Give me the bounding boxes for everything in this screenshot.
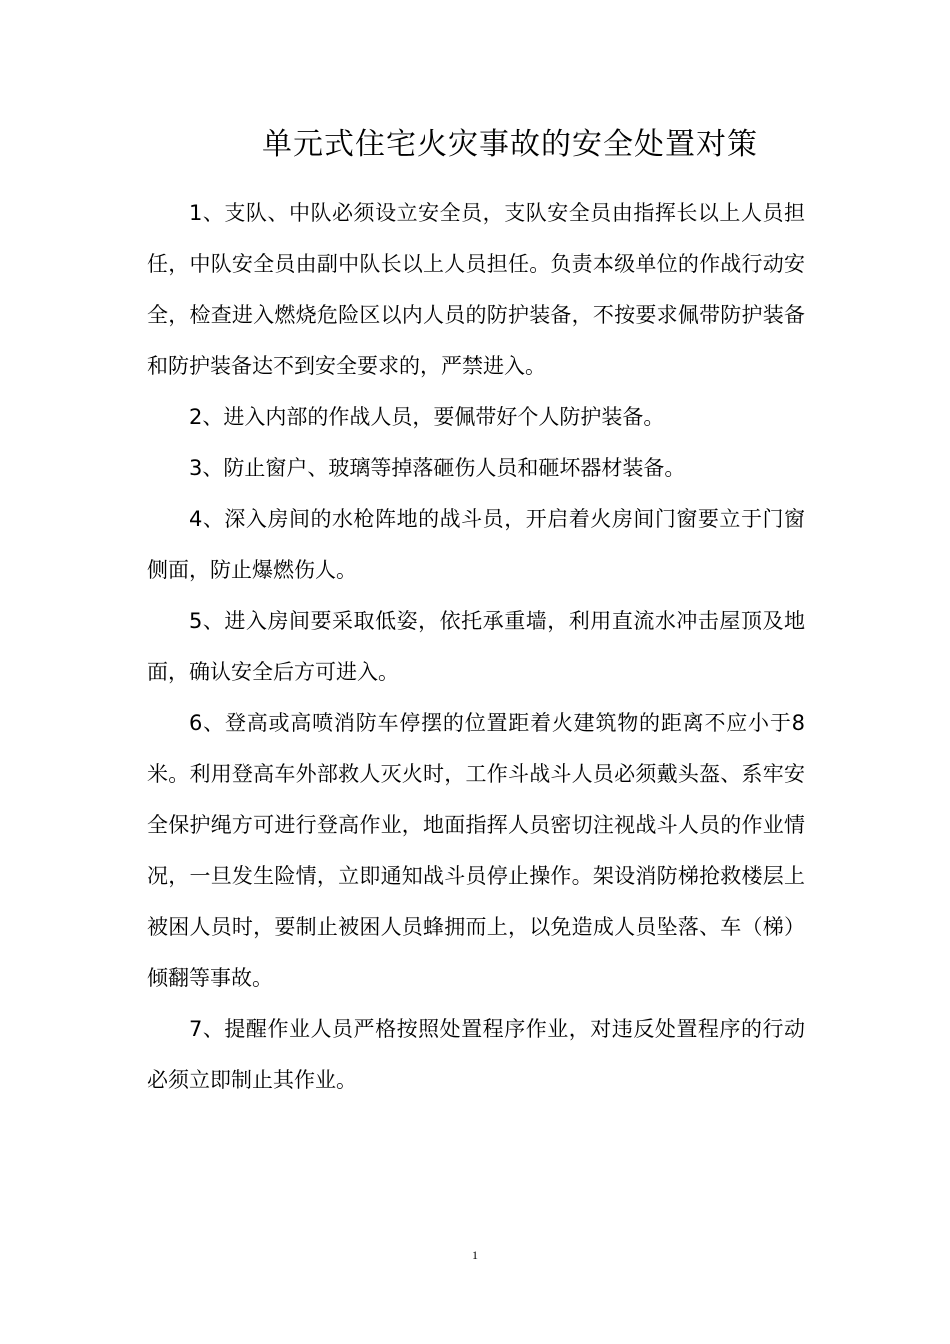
paragraph-5: 5、进入房间要采取低姿，依托承重墙，利用直流水冲击屋顶及地面，确认安全后方可进入。: [147, 609, 805, 684]
paragraph-1: 1、支队、中队必须设立安全员，支队安全员由指挥长以上人员担任，中队安全员由副中队长以上人员担任。负责本级单位的作战行动安全，检查进入燃烧危险区以内人员的防护装备，不按要求佩带防护装备和防护装备达不到安全要求的，严禁进入。: [147, 201, 805, 378]
document-body: [147, 188, 805, 1106]
page-number: 1: [472, 1248, 478, 1262]
paragraph-2: 2、进入内部的作战人员，要佩带好个人防护装备。: [189, 405, 665, 429]
paragraph-4: 4、深入房间的水枪阵地的战斗员，开启着火房间门窗要立于门窗侧面，防止爆燃伤人。: [147, 507, 805, 582]
paragraph-3: 3、防止窗户、玻璃等掉落砸伤人员和砸坏器材装备。: [189, 456, 686, 480]
paragraph-7: 7、提醒作业人员严格按照处置程序作业，对违反处置程序的行动必须立即制止其作业。: [147, 1017, 805, 1092]
paragraph-6: 6、登高或高喷消防车停摆的位置距着火建筑物的距离不应小于8米。利用登高车外部救人灭火时，工作斗战斗人员必须戴头盔、系牢安全保护绳方可进行登高作业，地面指挥人员密切注视战斗人员的作业情况，一旦发生险情，立即通知战斗员停止操作。架设消防梯抢救楼层上被困人员时，要制止被困人员蜂拥而上，以免造成人员坠落、车（梯）倾翻等事故。: [147, 711, 805, 990]
document-title: 单元式住宅火灾事故的安全处置对策: [262, 127, 758, 162]
